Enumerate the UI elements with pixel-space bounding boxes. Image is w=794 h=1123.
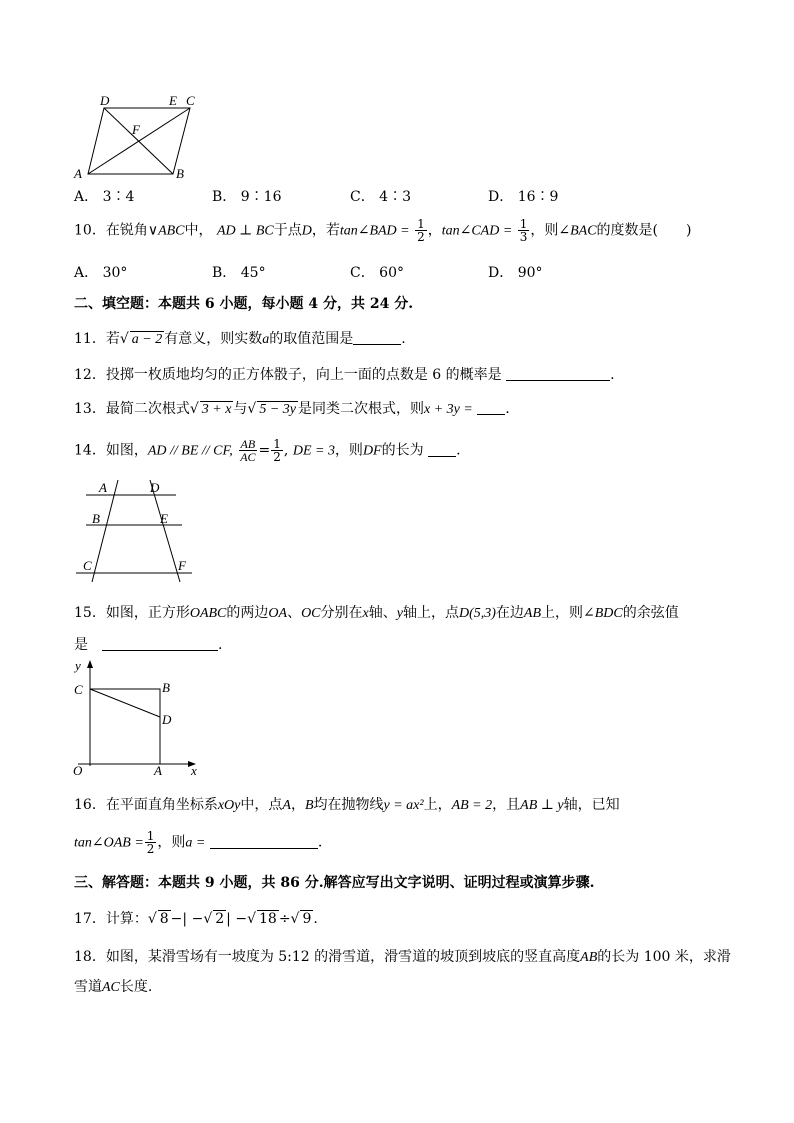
question-17: 17．计算：√ 8 −| −√ 2 | −√ 18 ÷√ 9 .	[74, 911, 318, 927]
label-B: B	[176, 166, 184, 181]
question-15-line1: 15．如图，正方形OABC的两边OA、OC分别在x轴、y轴上，点D(5,3)在边AB上，则∠BDC的余弦值	[74, 605, 679, 621]
label-C: C	[186, 93, 195, 108]
section-3-heading: 三、解答题：本题共 9 小题，共 86 分.解答应写出文字说明、证明过程或演算步骤.	[74, 875, 595, 891]
q9-option-d[interactable]: D． 16∶9	[488, 189, 559, 205]
q9-option-a[interactable]: A． 3∶4	[74, 189, 135, 205]
label-O: O	[73, 763, 83, 778]
fraction-ab-ac: $\frac{AB}{AC}$	[240, 437, 256, 464]
square-coordinate-figure	[70, 656, 210, 780]
question-18-line2: 雪道AC长度.	[74, 979, 153, 995]
answer-blank[interactable]	[102, 636, 218, 651]
label-A: A	[154, 763, 162, 778]
q10-option-b[interactable]: B． 45°	[212, 265, 266, 281]
label-B: B	[162, 680, 170, 695]
label-D: D	[150, 480, 160, 495]
question-11: 11．若√ a − 2 有意义，则实数a的取值范围是 .	[74, 331, 406, 347]
label-B: B	[92, 511, 100, 526]
answer-blank[interactable]	[428, 442, 456, 457]
label-F: F	[178, 558, 186, 573]
answer-blank[interactable]	[477, 400, 505, 415]
label-x: x	[191, 763, 197, 778]
label-A: A	[99, 480, 107, 495]
question-10: 10．在锐角∨ABC中， AD ⊥ BC于点D，若tan∠BAD = $\frac{1}{2}$ ，tan∠CAD = $\frac{1}{3}$ ，则∠BAC的度数是( )	[74, 217, 692, 244]
q10-option-c[interactable]: C． 60°	[350, 265, 404, 281]
label-D: D	[162, 712, 172, 727]
fraction-1-2: $\frac{1}{2}$	[417, 217, 425, 244]
parallel-lines-figure	[72, 476, 202, 586]
q9-option-b[interactable]: B． 9∶16	[212, 189, 282, 205]
question-12: 12．投掷一枚质地均匀的正方体骰子，向上一面的点数是 6 的概率是 .	[74, 367, 615, 383]
label-C: C	[83, 558, 92, 573]
q10-option-d[interactable]: D． 90°	[488, 265, 543, 281]
answer-blank[interactable]	[506, 366, 610, 381]
label-E: E	[160, 511, 168, 526]
question-16-line2: tan∠OAB = $\frac{1}{2}$ ，则a = .	[74, 829, 323, 856]
question-18-line1: 18．如图，某滑雪场有一坡度为 5:12 的滑雪道，滑雪道的坡顶到坡底的竖直高度AB的长为 100 米，求滑	[74, 949, 731, 965]
label-E: E	[169, 93, 177, 108]
label-C: C	[74, 682, 83, 697]
parallelogram-figure	[70, 90, 210, 185]
label-y: y	[75, 658, 81, 673]
question-13: 13．最简二次根式√ 3 + x 与√ 5 − 3y 是同类二次根式，则x + 3y = .	[74, 401, 510, 417]
fraction-1-2: $\frac{1}{2}$	[273, 437, 281, 464]
question-15-line2: 是 .	[74, 637, 223, 653]
answer-blank[interactable]	[210, 834, 318, 849]
fraction-1-3: $\frac{1}{3}$	[519, 217, 528, 244]
label-F: F	[132, 122, 140, 137]
label-A: A	[74, 166, 82, 181]
section-2-heading: 二、填空题：本题共 6 小题，每小题 4 分，共 24 分.	[74, 296, 414, 312]
label-D: D	[100, 93, 110, 108]
q9-option-c[interactable]: C． 4∶3	[350, 189, 411, 205]
q10-option-a[interactable]: A． 30°	[74, 265, 128, 281]
fraction-1-2: $\frac{1}{2}$	[146, 829, 155, 856]
answer-blank[interactable]	[353, 330, 401, 345]
question-16-line1: 16．在平面直角坐标系xOy中，点A，B均在抛物线y = ax²上，AB = 2，且AB ⊥ y轴，已知	[74, 797, 620, 813]
question-14: 14．如图，AD // BE // CF, $\frac{AB}{AC}$ = $\frac{1}{2}$ , DE = 3，则DF的长为 .	[74, 437, 461, 464]
